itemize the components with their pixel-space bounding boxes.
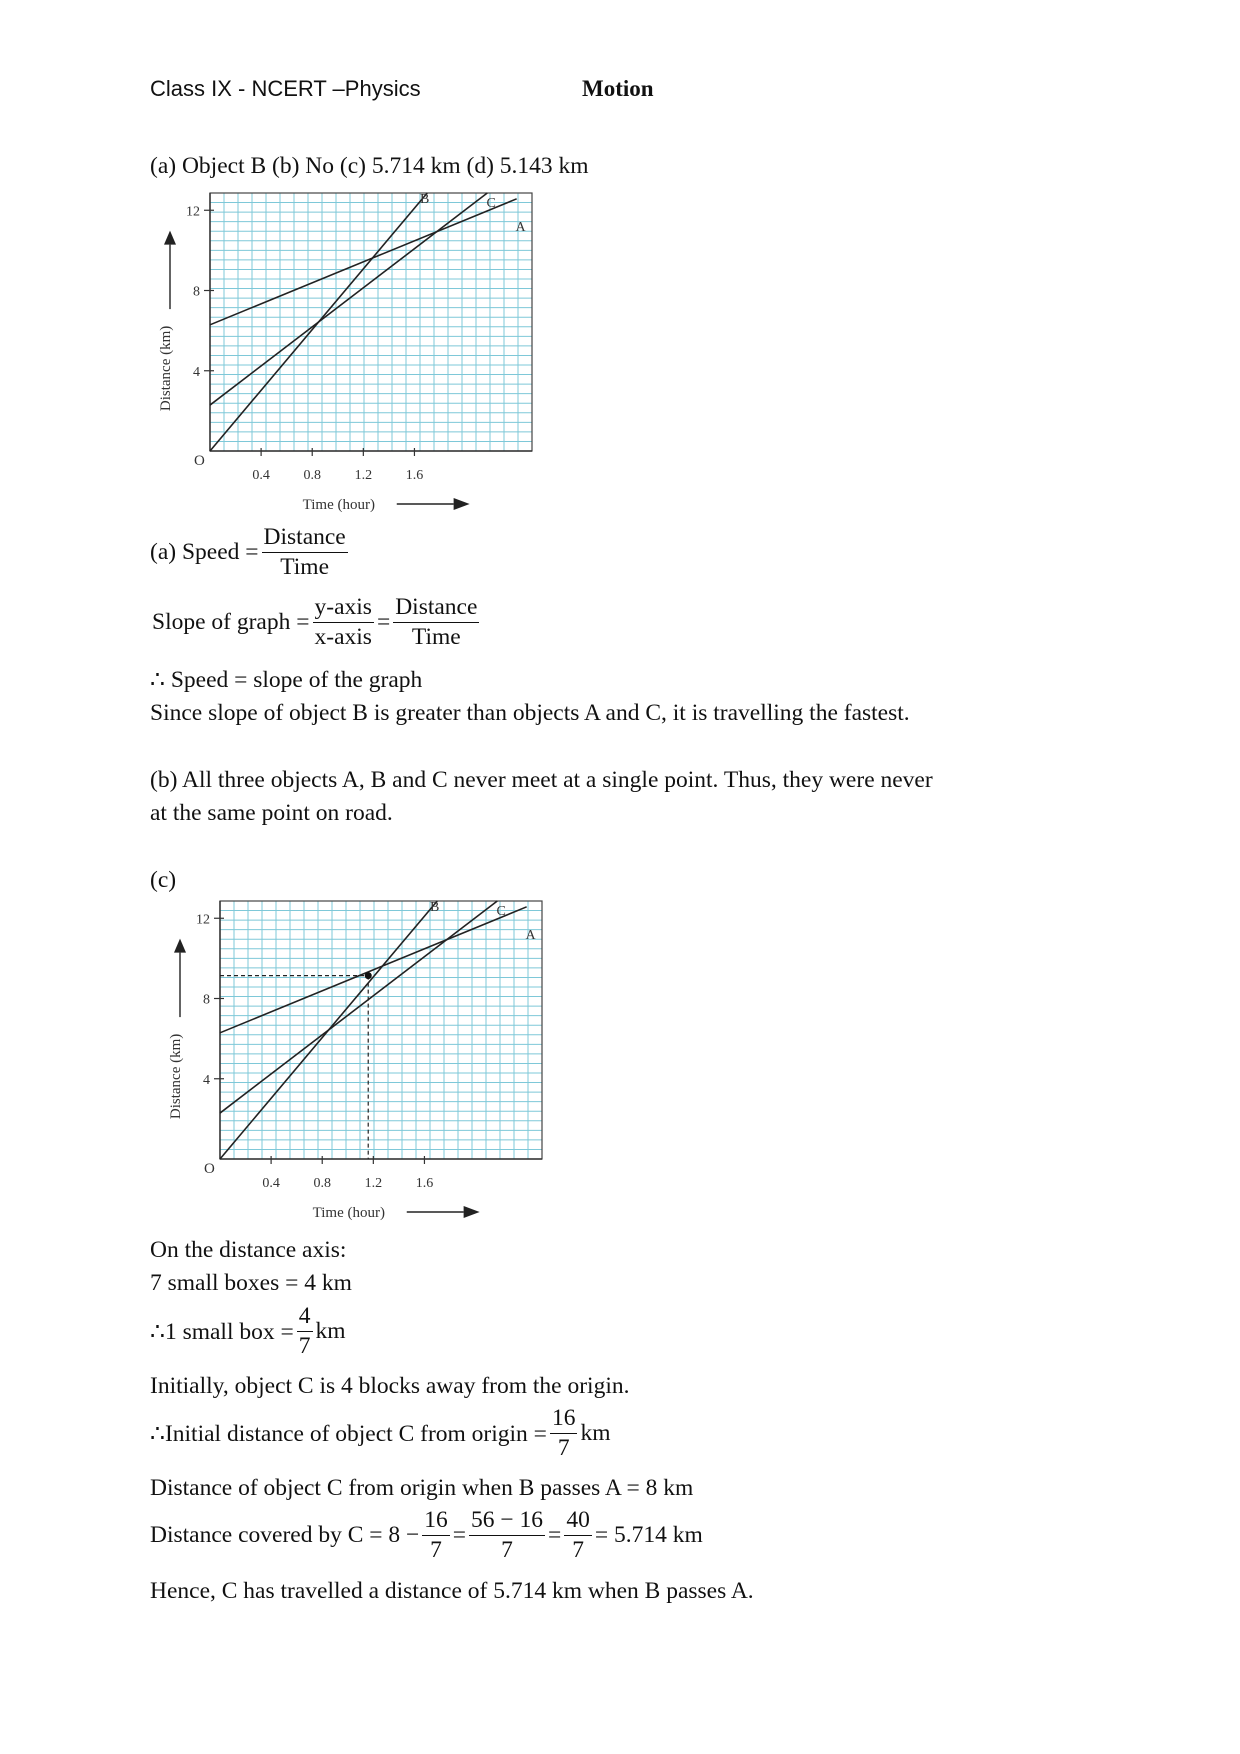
x-tick-label: 1.6 bbox=[415, 1176, 434, 1191]
one-box-denominator: 7 bbox=[298, 1333, 311, 1360]
speed-denominator: Time bbox=[280, 554, 330, 581]
slope-denominator-1: x-axis bbox=[314, 624, 372, 651]
x-tick-label: 0.4 bbox=[262, 1176, 280, 1191]
x-axis-label: Time (hour) bbox=[312, 1205, 385, 1221]
part-c-conclusion: Hence, C has travelled a distance of 5.714 km when B passes A. bbox=[150, 1578, 754, 1604]
slope-fraction-1 bbox=[313, 594, 374, 651]
series-label-c: C bbox=[496, 904, 506, 919]
one-box-unit: km bbox=[315, 1318, 346, 1345]
distance-covered-prefix: Distance covered by C = 8 − bbox=[150, 1522, 420, 1549]
initial-distance-prefix: ∴Initial distance of object C from origin = bbox=[150, 1421, 547, 1448]
line-a bbox=[210, 199, 517, 325]
distance-covered-fraction-2 bbox=[469, 1507, 545, 1564]
y-tick-label: 8 bbox=[203, 992, 210, 1008]
x-tick-label: 1.2 bbox=[354, 468, 373, 483]
speed-numerator: Distance bbox=[262, 524, 348, 553]
initial-distance-numerator: 16 bbox=[550, 1405, 578, 1434]
distance-covered-fraction-3 bbox=[564, 1507, 592, 1564]
graph-2 bbox=[160, 893, 560, 1223]
distance-covered-equals-2: = bbox=[548, 1522, 562, 1549]
distance-covered-formula bbox=[150, 1507, 703, 1564]
speed-prefix: (a) Speed = bbox=[150, 539, 259, 566]
series-label-c: C bbox=[486, 196, 496, 211]
x-axis-arrow-head bbox=[464, 1206, 480, 1218]
initial-distance-denominator: 7 bbox=[557, 1435, 570, 1462]
slope-formula bbox=[152, 594, 482, 651]
distance-covered-denominator-1: 7 bbox=[430, 1537, 442, 1564]
x-tick-label: 1.2 bbox=[364, 1176, 383, 1191]
intersection-point bbox=[365, 972, 372, 979]
y-tick-label: 12 bbox=[196, 912, 210, 928]
part-c-line-4: Initially, object C is 4 blocks away from the origin. bbox=[150, 1373, 630, 1399]
x-tick-label: 0.4 bbox=[252, 468, 270, 483]
part-c-label: (c) bbox=[150, 867, 177, 893]
answers-summary: (a) Object B (b) No (c) 5.714 km (d) 5.143 km bbox=[150, 153, 589, 179]
y-tick-label: 4 bbox=[193, 364, 200, 380]
slope-numerator-2: Distance bbox=[393, 594, 479, 623]
speed-fraction bbox=[262, 524, 348, 581]
origin-label: O bbox=[204, 1161, 215, 1177]
x-tick-label: 0.8 bbox=[303, 468, 321, 483]
slope-equals: = bbox=[376, 609, 391, 636]
y-tick-label: 8 bbox=[193, 284, 200, 300]
initial-distance-fraction bbox=[550, 1405, 578, 1462]
one-box-numerator: 4 bbox=[297, 1303, 313, 1332]
x-tick-label: 0.8 bbox=[313, 1176, 331, 1191]
part-b-line-1: (b) All three objects A, B and C never meet at a single point. Thus, they were never bbox=[150, 767, 933, 793]
origin-label: O bbox=[194, 453, 205, 469]
slope-numerator-1: y-axis bbox=[313, 594, 374, 623]
distance-covered-equals-1: = bbox=[452, 1522, 467, 1549]
line-a bbox=[220, 907, 527, 1033]
y-tick-label: 4 bbox=[203, 1072, 210, 1088]
one-box-formula bbox=[150, 1303, 346, 1360]
speed-equals-slope: ∴ Speed = slope of the graph bbox=[150, 667, 423, 693]
y-axis-label: Distance (km) bbox=[168, 1033, 184, 1120]
distance-covered-denominator-2: 7 bbox=[501, 1537, 513, 1564]
x-axis-arrow-head bbox=[454, 498, 470, 510]
speed-formula bbox=[150, 524, 351, 581]
series-label-a: A bbox=[515, 220, 526, 235]
y-axis-arrow-head bbox=[164, 231, 176, 245]
slope-fraction-2 bbox=[393, 594, 479, 651]
chapter-title: Motion bbox=[582, 76, 654, 101]
part-c-line-2: 7 small boxes = 4 km bbox=[150, 1270, 352, 1296]
one-box-prefix: ∴1 small box = bbox=[150, 1319, 294, 1346]
one-box-fraction bbox=[297, 1303, 313, 1360]
part-c-line-6: Distance of object C from origin when B passes A = 8 km bbox=[150, 1475, 694, 1501]
slope-prefix: Slope of graph = bbox=[152, 609, 310, 636]
distance-time-graph-2 bbox=[160, 893, 560, 1223]
part-c-line-1: On the distance axis: bbox=[150, 1237, 347, 1263]
x-tick-label: 1.6 bbox=[405, 468, 424, 483]
graph-1 bbox=[150, 185, 550, 515]
distance-covered-result: = 5.714 km bbox=[594, 1522, 703, 1549]
initial-distance-unit: km bbox=[580, 1420, 611, 1447]
distance-covered-numerator-1: 16 bbox=[422, 1507, 450, 1536]
series-label-a: A bbox=[525, 928, 536, 943]
y-axis-label: Distance (km) bbox=[158, 325, 174, 412]
distance-covered-numerator-2: 56 − 16 bbox=[469, 1507, 545, 1536]
series-label-b: B bbox=[429, 900, 440, 915]
slope-denominator-2: Time bbox=[411, 624, 461, 651]
initial-distance-formula bbox=[150, 1405, 610, 1462]
y-axis-arrow-head bbox=[174, 939, 186, 953]
part-a-conclusion: Since slope of object B is greater than objects A and C, it is travelling the fastest. bbox=[150, 700, 910, 726]
y-tick-label: 12 bbox=[186, 204, 200, 220]
part-b-line-2: at the same point on road. bbox=[150, 800, 393, 826]
distance-time-graph-1 bbox=[150, 185, 550, 515]
series-label-b: B bbox=[419, 192, 430, 207]
distance-covered-numerator-3: 40 bbox=[564, 1507, 592, 1536]
distance-covered-denominator-3: 7 bbox=[572, 1537, 584, 1564]
course-title: Class IX - NCERT –Physics bbox=[150, 76, 421, 101]
x-axis-label: Time (hour) bbox=[302, 497, 375, 513]
distance-covered-fraction-1 bbox=[422, 1507, 450, 1564]
